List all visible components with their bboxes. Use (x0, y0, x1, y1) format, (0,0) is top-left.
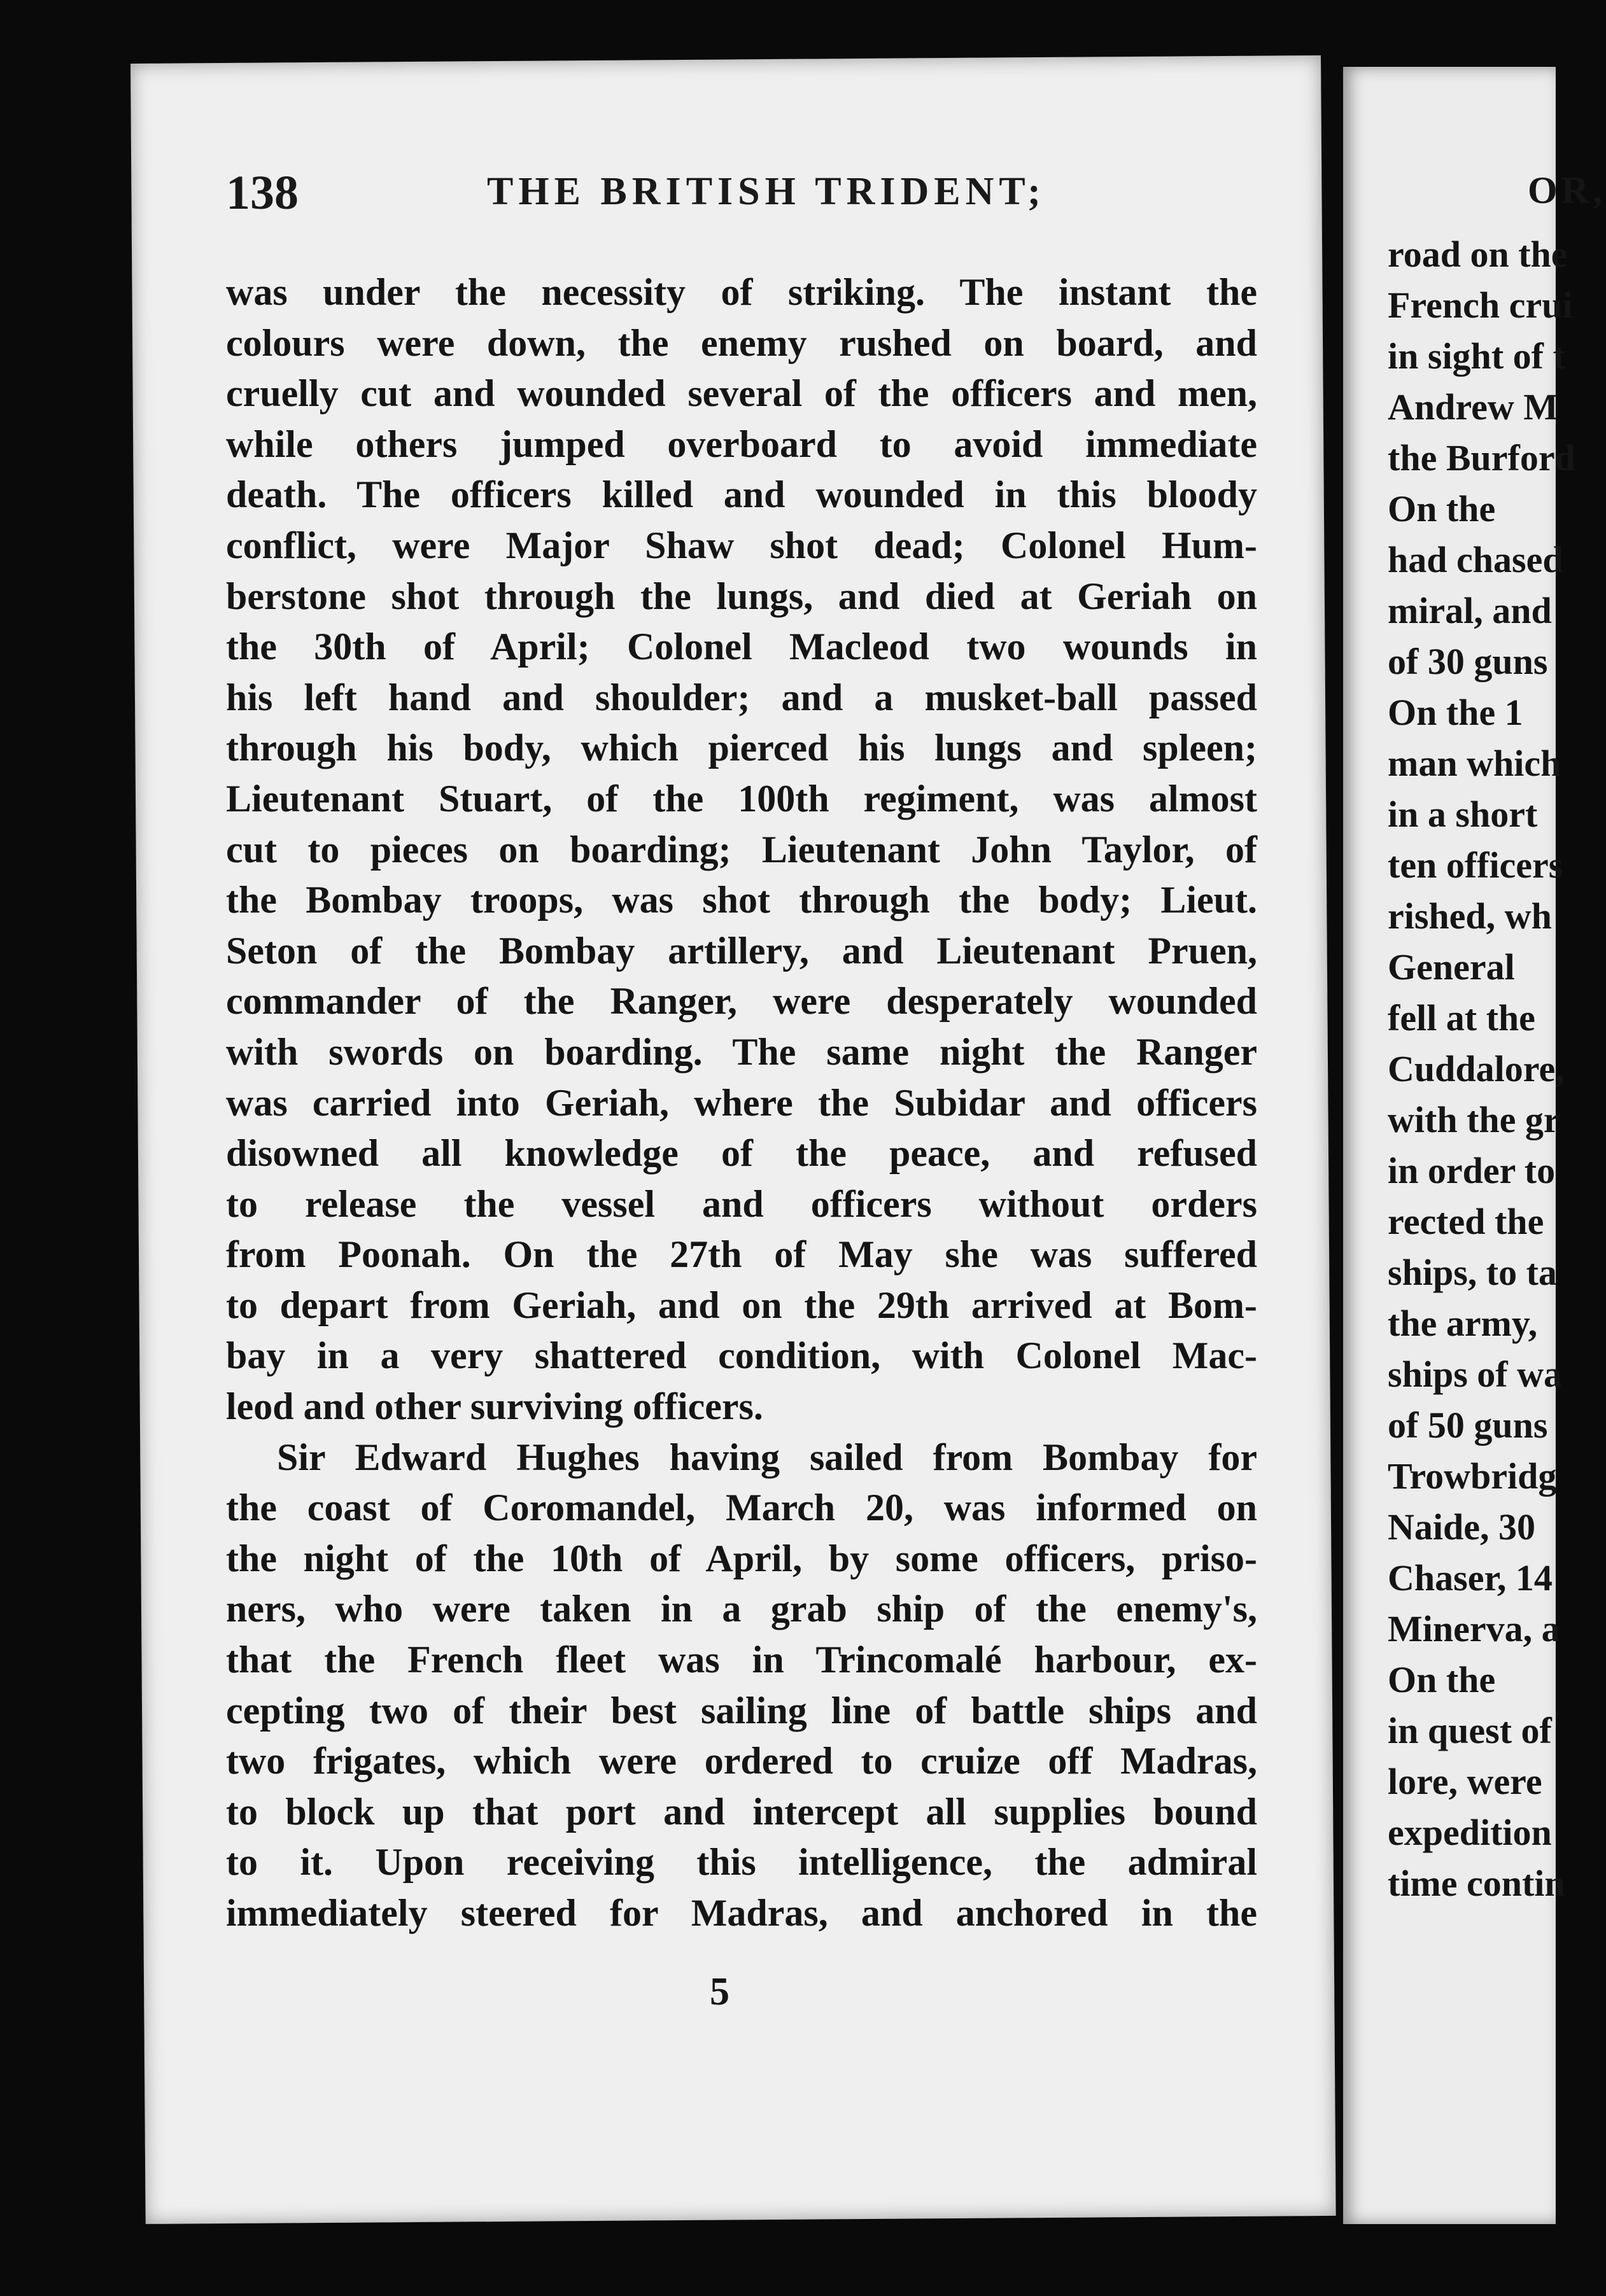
text-line: with swords on boarding. The same night the Ranger (226, 1030, 1257, 1073)
signature-mark: 5 (710, 1970, 729, 2013)
text-line: immediately steered for Madras, and anchored in the (226, 1892, 1257, 1934)
text-line: was under the necessity of striking. The instant the (226, 271, 1257, 313)
text-line: had chased (1388, 539, 1563, 580)
text-line: to depart from Geriah, and on the 29th arrived at Bom- (226, 1284, 1257, 1326)
text-line: cruelly cut and wounded several of the officers and men, (226, 372, 1257, 415)
text-line: in quest of (1388, 1710, 1552, 1751)
text-line: leod and other surviving officers. (226, 1385, 763, 1428)
text-line: was carried into Geriah, where the Subidar and officers (226, 1081, 1257, 1124)
text-line: On the 1 (1388, 692, 1523, 733)
text-line: of 50 guns (1388, 1404, 1548, 1446)
text-line: ten officers (1388, 844, 1563, 886)
page-number: 138 (226, 166, 299, 220)
text-line: colours were down, the enemy rushed on board, and (226, 321, 1257, 364)
text-line: Cuddalore, (1388, 1048, 1565, 1089)
text-line: fell at the (1388, 997, 1535, 1039)
text-line: the Bombay troops, was shot through the body; Lieut. (226, 879, 1257, 921)
text-line: expedition (1388, 1812, 1552, 1853)
text-line: berstone shot through the lungs, and died at Geriah on (226, 575, 1257, 617)
text-line: General (1388, 946, 1515, 988)
text-line: lore, were (1388, 1761, 1542, 1802)
text-line: Lieutenant Stuart, of the 100th regiment, was almost (226, 777, 1257, 820)
text-line: ships of wa (1388, 1354, 1562, 1395)
text-line: commander of the Ranger, were desperately wounded (226, 980, 1257, 1023)
text-line: two frigates, which were ordered to cruize off Madras, (226, 1740, 1257, 1782)
text-line: disowned all knowledge of the peace, and refused (226, 1132, 1257, 1175)
text-line: of 30 guns (1388, 641, 1548, 682)
text-line: from Poonah. On the 27th of May she was suffered (226, 1233, 1257, 1276)
text-line: his left hand and shoulder; and a musket-ball passed (226, 676, 1257, 718)
text-line: Naide, 30 (1388, 1506, 1535, 1548)
text-line: Chaser, 14 (1388, 1557, 1553, 1599)
text-line: while others jumped overboard to avoid immediate (226, 423, 1257, 465)
body-text (226, 267, 1257, 1939)
text-line: man which (1388, 743, 1561, 784)
text-line: Sir Edward Hughes having sailed from Bombay for (277, 1436, 1257, 1478)
text-line: the army, (1388, 1303, 1538, 1344)
text-line: bay in a very shattered condition, with Colonel Mac- (226, 1334, 1257, 1377)
text-line: with the gr (1388, 1099, 1560, 1140)
text-line: cepting two of their best sailing line of battle ships and (226, 1689, 1257, 1732)
text-line: death. The officers killed and wounded in this bloody (226, 473, 1257, 516)
text-line: the night of the 10th of April, by some officers, priso- (226, 1537, 1257, 1579)
text-line: that the French fleet was in Trincomalé harbour, ex- (226, 1639, 1257, 1681)
page-header (226, 153, 1238, 235)
text-line: time contin (1388, 1863, 1565, 1904)
text-line: to release the vessel and officers without orders (226, 1182, 1257, 1225)
text-line: Seton of the Bombay artillery, and Lieutenant Pruen, (226, 929, 1257, 972)
text-line: miral, and (1388, 590, 1552, 631)
text-line: rished, wh (1388, 895, 1552, 937)
text-line: the Burford (1388, 437, 1575, 479)
text-line: Minerva, a (1388, 1608, 1560, 1649)
text-line: to block up that port and intercept all supplies bound (226, 1790, 1257, 1833)
text-line: On the (1388, 488, 1496, 529)
text-line: to it. Upon receiving this intelligence, the admiral (226, 1841, 1257, 1884)
text-line: in sight of t (1388, 335, 1565, 377)
text-line: road on the (1388, 234, 1568, 275)
text-line: Trowbridg (1388, 1455, 1557, 1497)
text-line: rected the (1388, 1201, 1544, 1242)
text-line: in order to (1388, 1150, 1556, 1191)
text-line: ships, to ta (1388, 1252, 1557, 1293)
text-line: the 30th of April; Colonel Macleod two wounds in (226, 626, 1257, 668)
running-head: THE BRITISH TRIDENT; (487, 170, 1046, 213)
right-page-text (1388, 229, 1575, 1909)
text-line: in a short (1388, 794, 1538, 835)
text-line: cut to pieces on boarding; Lieutenant John Taylor, of (226, 828, 1257, 871)
text-line: through his body, which pierced his lungs and spleen; (226, 727, 1257, 769)
text-line: ners, who were taken in a grab ship of the enemy's, (226, 1588, 1257, 1630)
right-running-head: OR, (1528, 169, 1606, 211)
text-line: On the (1388, 1659, 1496, 1700)
text-line: the coast of Coromandel, March 20, was informed on (226, 1487, 1257, 1529)
text-line: Andrew M (1388, 386, 1558, 428)
text-line: conflict, were Major Shaw shot dead; Colonel Hum- (226, 524, 1257, 566)
text-line: French crui (1388, 284, 1573, 326)
